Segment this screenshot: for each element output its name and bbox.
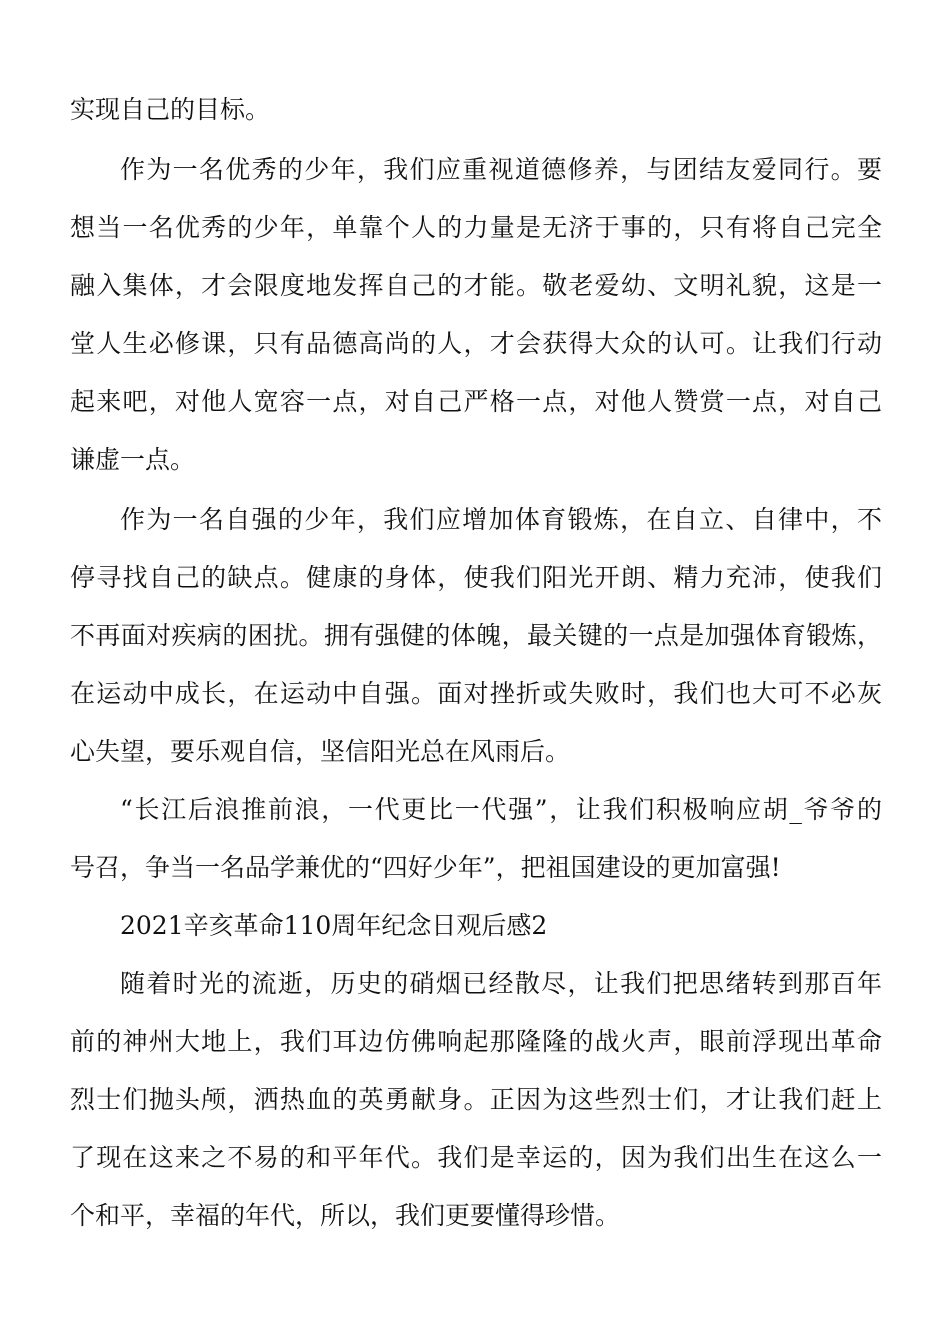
paragraph-line: 起来吧，对他人宽容一点，对自己严格一点，对他人赞赏一点，对自己 — [70, 387, 882, 416]
paragraph-line: 个和平，幸福的年代，所以，我们更要懂得珍惜。 — [70, 1201, 621, 1230]
paragraph-line: 号召，争当一名品学兼优的“四好少年”，把祖国建设的更加富强! — [70, 853, 781, 882]
paragraph-line: 前的神州大地上，我们耳边仿佛响起那隆隆的战火声，眼前浮现出革命 — [70, 1027, 882, 1056]
paragraph-line: “长江后浪推前浪，一代更比一代强”，让我们积极响应胡_爷爷的 — [120, 795, 882, 824]
paragraph-line: 烈士们抛头颅，洒热血的英勇献身。正因为这些烈士们，才让我们赶上 — [70, 1085, 882, 1114]
paragraph-line: 随着时光的流逝，历史的硝烟已经散尽，让我们把思绪转到那百年 — [120, 969, 882, 998]
section-heading: 2021辛亥革命110周年纪念日观后感2 — [120, 911, 548, 940]
paragraph-line: 在运动中成长，在运动中自强。面对挫折或失败时，我们也大可不必灰 — [70, 679, 882, 708]
paragraph-line: 不再面对疾病的困扰。拥有强健的体魄，最关键的一点是加强体育锻炼， — [70, 621, 882, 650]
paragraph-line: 心失望，要乐观自信，坚信阳光总在风雨后。 — [70, 737, 571, 766]
paragraph-line: 堂人生必修课，只有品德高尚的人，才会获得大众的认可。让我们行动 — [70, 329, 882, 358]
paragraph-line: 实现自己的目标。 — [70, 95, 271, 124]
paragraph-line: 停寻找自己的缺点。健康的身体，使我们阳光开朗、精力充沛，使我们 — [70, 563, 882, 592]
paragraph-line: 了现在这来之不易的和平年代。我们是幸运的，因为我们出生在这么一 — [70, 1143, 882, 1172]
paragraph-line: 作为一名自强的少年，我们应增加体育锻炼，在自立、自律中，不 — [120, 505, 882, 534]
paragraph-line: 想当一名优秀的少年，单靠个人的力量是无济于事的，只有将自己完全 — [70, 213, 882, 242]
paragraph-line: 作为一名优秀的少年，我们应重视道德修养，与团结友爱同行。要 — [120, 155, 882, 184]
paragraph-line: 融入集体，才会限度地发挥自己的才能。敬老爱幼、文明礼貌，这是一 — [70, 271, 882, 300]
paragraph-line: 谦虚一点。 — [70, 445, 196, 474]
